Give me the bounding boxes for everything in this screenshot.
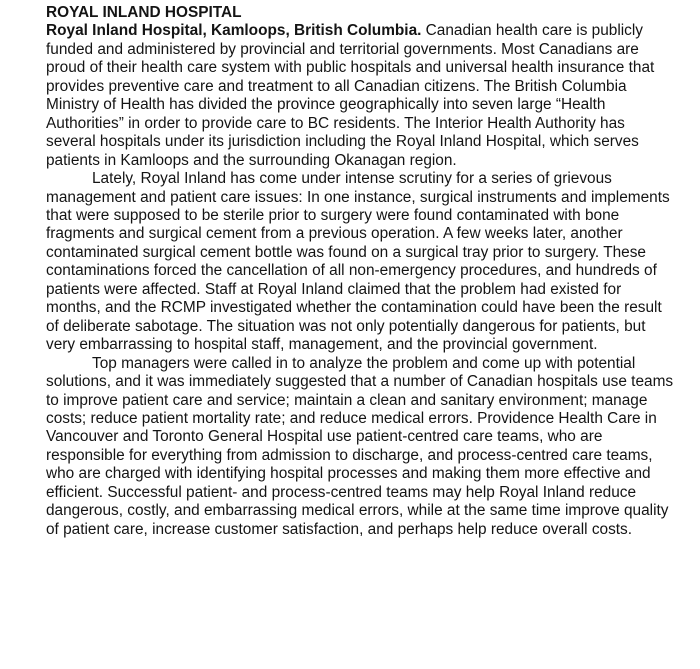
paragraph-1-body: Canadian health care is publicly funded and administered by provincial and territorial governments. Most Canadians are proud of their health care system with public hospitals and universal health insurance that provides preventive care and treatment to all Canadian citizens. The British Columbia Ministry of Health has divided the province geographically into seven large “Health Authorities” in order to provide care to BC residents. The Interior Health Authority has several hospitals under its jurisdiction including the Royal Inland Hospital, which serves patients in Kamloops and the surrounding Okanagan region. [46, 22, 655, 169]
paragraph-3: Top managers were called in to analyze the problem and come up with potential solutions, and it was immediately suggested that a number of Canadian hospitals use teams to improve patient care and service; maintain a clean and sanitary environment; manage costs; reduce patient mortality rate; and reduce medical errors. Providence Health Care in Vancouver and Toronto General Hospital use patient-centred care teams, who are responsible for everything from admission to discharge, and process-centred care teams, who are charged with identifying hospital processes and making them more effective and efficient. Successful patient- and process-centred teams may help Royal Inland reduce dangerous, costly, and embarrassing medical errors, while at the same time improve quality of patient care, increase customer satisfaction, and perhaps help reduce overall costs. [46, 354, 674, 538]
lead-heading: Royal Inland Hospital, Kamloops, British Columbia. [46, 22, 422, 40]
case-study-document [46, 4, 678, 539]
paragraph-2: Lately, Royal Inland has come under intense scrutiny for a series of grievous management and patient care issues: In one instance, surgical instruments and implements that were supposed to be sterile prior to surgery were found contaminated with bone fragments and surgical cement from a previous operation. A few weeks later, another contaminated surgical cement bottle was found on a surgical tray prior to surgery. These contaminations forced the cancellation of all non-emergency procedures, and hundreds of patients were affected. Staff at Royal Inland claimed that the problem had existed for months, and the RCMP investigated whether the contamination could have been the result of deliberate sabotage. The situation was not only potentially dangerous for patients, but very embarrassing to hospital staff, management, and the provincial government. [46, 170, 670, 354]
document-title: ROYAL INLAND HOSPITAL [46, 4, 242, 21]
paragraph-1 [46, 22, 678, 170]
